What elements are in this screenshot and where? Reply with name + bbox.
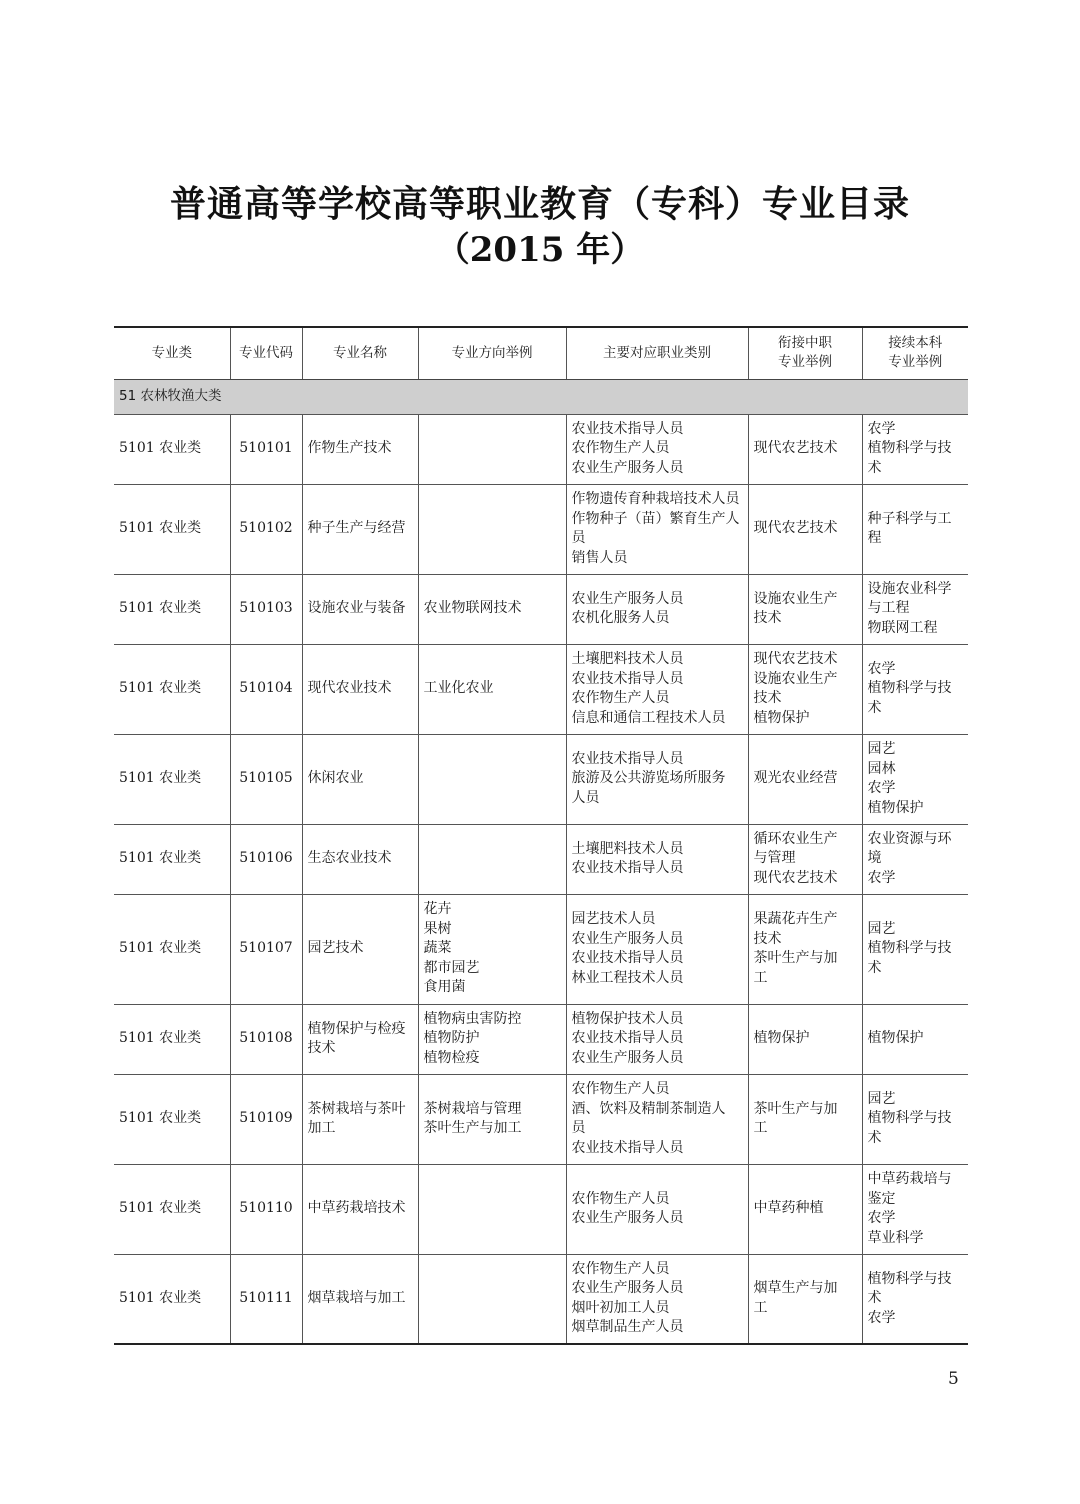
row-category: 5101 农业类: [114, 484, 230, 574]
row-directions: [418, 1164, 566, 1254]
row-directions: [418, 1254, 566, 1344]
row-occupations: 土壤肥料技术人员 农业技术指导人员 农作物生产人员 信息和通信工程技术人员: [566, 644, 748, 734]
row-undergrad: 设施农业科学 与工程 物联网工程: [862, 574, 968, 644]
row-secondary: 设施农业生产 技术: [748, 574, 862, 644]
row-occupations: 作物遗传育种栽培技术人员 作物种子（苗）繁育生产人 员 销售人员: [566, 484, 748, 574]
row-undergrad: 农业资源与环 境 农学: [862, 824, 968, 894]
header-code: 专业代码: [230, 327, 302, 379]
row-category: 5101 农业类: [114, 414, 230, 484]
row-name: 烟草栽培与加工: [302, 1254, 418, 1344]
row-secondary: 现代农艺技术: [748, 484, 862, 574]
row-category: 5101 农业类: [114, 1254, 230, 1344]
row-secondary: 植物保护: [748, 1004, 862, 1074]
header-undergrad: 接续本科 专业举例: [862, 327, 968, 379]
row-secondary: 循环农业生产 与管理 现代农艺技术: [748, 824, 862, 894]
row-code: 510105: [230, 734, 302, 824]
page-number: 5: [948, 1369, 959, 1389]
row-secondary: 烟草生产与加 工: [748, 1254, 862, 1344]
row-name: 生态农业技术: [302, 824, 418, 894]
table-row: [114, 644, 968, 734]
row-category: 5101 农业类: [114, 644, 230, 734]
row-directions: 花卉 果树 蔬菜 都市园艺 食用菌: [418, 894, 566, 1004]
page-title: 普通高等学校高等职业教育（专科）专业目录: [169, 183, 910, 225]
row-name: 休闲农业: [302, 734, 418, 824]
row-code: 510101: [230, 414, 302, 484]
header-directions: 专业方向举例: [418, 327, 566, 379]
row-directions: 农业物联网技术: [418, 574, 566, 644]
row-secondary: 中草药种植: [748, 1164, 862, 1254]
table-row: [114, 824, 968, 894]
row-code: 510110: [230, 1164, 302, 1254]
table-row: [114, 1254, 968, 1344]
row-secondary: 茶叶生产与加 工: [748, 1074, 862, 1164]
row-directions: [418, 824, 566, 894]
row-occupations: 农作物生产人员 农业生产服务人员: [566, 1164, 748, 1254]
row-directions: [418, 734, 566, 824]
row-secondary: 观光农业经营: [748, 734, 862, 824]
row-occupations: 园艺技术人员 农业生产服务人员 农业技术指导人员 林业工程技术人员: [566, 894, 748, 1004]
row-name: 植物保护与检疫 技术: [302, 1004, 418, 1074]
row-undergrad: 农学 植物科学与技 术: [862, 644, 968, 734]
table-header-row: [114, 327, 968, 379]
row-code: 510106: [230, 824, 302, 894]
row-occupations: 农作物生产人员 农业生产服务人员 烟叶初加工人员 烟草制品生产人员: [566, 1254, 748, 1344]
row-undergrad: 植物科学与技 术 农学: [862, 1254, 968, 1344]
row-secondary: 现代农艺技术 设施农业生产 技术 植物保护: [748, 644, 862, 734]
row-undergrad: 植物保护: [862, 1004, 968, 1074]
row-code: 510109: [230, 1074, 302, 1164]
row-name: 设施农业与装备: [302, 574, 418, 644]
table-row: [114, 734, 968, 824]
row-directions: [418, 484, 566, 574]
row-name: 茶树栽培与茶叶 加工: [302, 1074, 418, 1164]
row-code: 510111: [230, 1254, 302, 1344]
row-occupations: 植物保护技术人员 农业技术指导人员 农业生产服务人员: [566, 1004, 748, 1074]
table-row: [114, 574, 968, 644]
header-category: 专业类: [114, 327, 230, 379]
row-directions: [418, 414, 566, 484]
row-occupations: 土壤肥料技术人员 农业技术指导人员: [566, 824, 748, 894]
row-category: 5101 农业类: [114, 734, 230, 824]
row-code: 510104: [230, 644, 302, 734]
row-undergrad: 中草药栽培与 鉴定 农学 草业科学: [862, 1164, 968, 1254]
row-category: 5101 农业类: [114, 824, 230, 894]
table-row: [114, 1164, 968, 1254]
row-occupations: 农作物生产人员 酒、饮料及精制茶制造人 员 农业技术指导人员: [566, 1074, 748, 1164]
row-directions: 茶树栽培与管理 茶叶生产与加工: [418, 1074, 566, 1164]
row-secondary: 果蔬花卉生产 技术 茶叶生产与加 工: [748, 894, 862, 1004]
row-category: 5101 农业类: [114, 894, 230, 1004]
row-undergrad: 园艺 园林 农学 植物保护: [862, 734, 968, 824]
page-subtitle: （2015 年）: [435, 230, 645, 270]
header-name: 专业名称: [302, 327, 418, 379]
row-directions: 工业化农业: [418, 644, 566, 734]
row-occupations: 农业技术指导人员 旅游及公共游览场所服务 人员: [566, 734, 748, 824]
table-row: [114, 894, 968, 1004]
row-secondary: 现代农艺技术: [748, 414, 862, 484]
row-undergrad: 种子科学与工 程: [862, 484, 968, 574]
row-undergrad: 园艺 植物科学与技 术: [862, 894, 968, 1004]
table-row: [114, 414, 968, 484]
row-name: 种子生产与经营: [302, 484, 418, 574]
row-code: 510108: [230, 1004, 302, 1074]
row-occupations: 农业生产服务人员 农机化服务人员: [566, 574, 748, 644]
row-category: 5101 农业类: [114, 1164, 230, 1254]
row-name: 作物生产技术: [302, 414, 418, 484]
table-row: [114, 1004, 968, 1074]
row-name: 园艺技术: [302, 894, 418, 1004]
table-row: [114, 484, 968, 574]
row-undergrad: 园艺 植物科学与技 术: [862, 1074, 968, 1164]
row-code: 510107: [230, 894, 302, 1004]
row-category: 5101 农业类: [114, 1004, 230, 1074]
table-row: [114, 1074, 968, 1164]
row-name: 中草药栽培技术: [302, 1164, 418, 1254]
header-occupations: 主要对应职业类别: [566, 327, 748, 379]
catalog-table: [114, 326, 968, 1345]
header-secondary: 衔接中职 专业举例: [748, 327, 862, 379]
category-label: 51 农林牧渔大类: [114, 379, 968, 414]
row-category: 5101 农业类: [114, 574, 230, 644]
row-undergrad: 农学 植物科学与技 术: [862, 414, 968, 484]
row-code: 510102: [230, 484, 302, 574]
row-name: 现代农业技术: [302, 644, 418, 734]
row-code: 510103: [230, 574, 302, 644]
row-occupations: 农业技术指导人员 农作物生产人员 农业生产服务人员: [566, 414, 748, 484]
row-directions: 植物病虫害防控 植物防护 植物检疫: [418, 1004, 566, 1074]
category-row: [114, 379, 968, 414]
row-category: 5101 农业类: [114, 1074, 230, 1164]
